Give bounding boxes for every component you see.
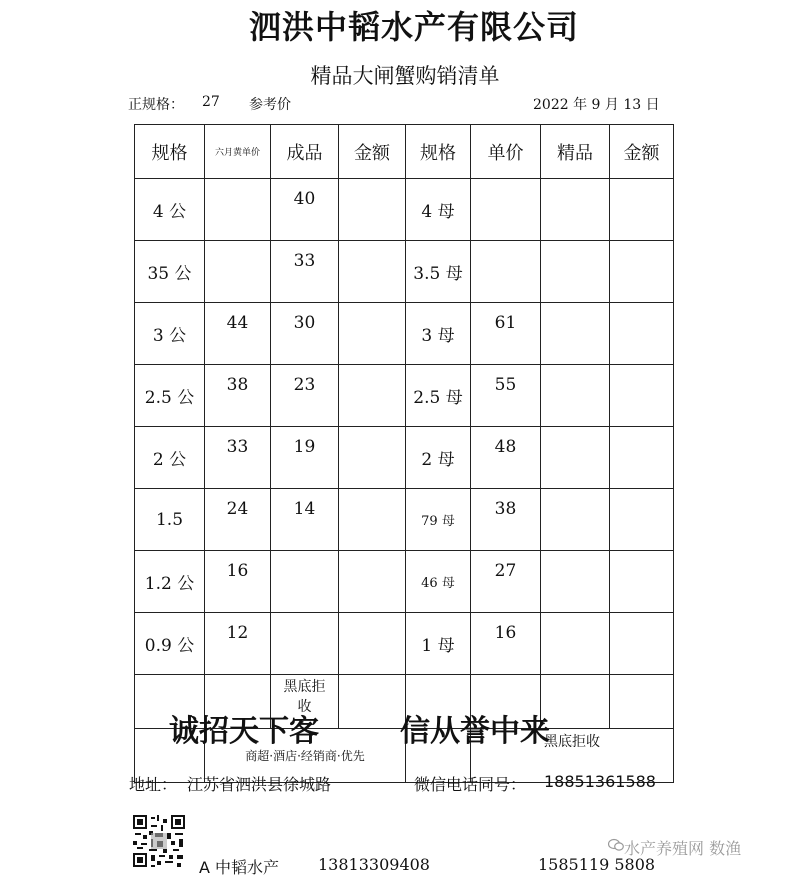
cell: 2 公 — [135, 427, 205, 489]
cell — [541, 365, 610, 427]
company-name: 泗洪中韬水产有限公司 — [248, 8, 579, 46]
cell — [541, 179, 610, 241]
qr-code-icon — [133, 815, 185, 867]
cell — [541, 613, 610, 675]
cell — [339, 427, 406, 489]
cell: 16 — [205, 551, 271, 613]
address-value: 江苏省泗洪县徐城路 — [187, 775, 332, 794]
cell — [541, 551, 610, 613]
slogan-right: 信从誉中来 — [400, 714, 550, 749]
header-premium: 精品 — [541, 125, 610, 179]
header-spec-female: 规格 — [406, 125, 471, 179]
address-label: 地址： — [129, 775, 178, 794]
header-unit-price: 单价 — [471, 125, 541, 179]
footer-phone-2: 1585119 5808 — [538, 855, 656, 874]
footer-phone-1: 13813309408 — [318, 855, 430, 874]
cell — [541, 241, 610, 303]
cell: 61 — [471, 303, 541, 365]
table-row — [135, 489, 674, 551]
cell — [471, 241, 541, 303]
cell: 79 母 — [406, 489, 471, 551]
cell — [339, 489, 406, 551]
cell: 3 母 — [406, 303, 471, 365]
cell: 14 — [271, 489, 339, 551]
table-row — [135, 551, 674, 613]
table-row — [135, 427, 674, 489]
header-amount: 金额 — [339, 125, 406, 179]
cell — [339, 551, 406, 613]
cell: 35 公 — [135, 241, 205, 303]
cell — [610, 427, 674, 489]
cell: 44 — [205, 303, 271, 365]
wechat-phone: 18851361588 — [544, 772, 656, 791]
cell — [541, 427, 610, 489]
cell — [271, 551, 339, 613]
cell: 3.5 母 — [406, 241, 471, 303]
table-row — [135, 303, 674, 365]
watermark-text: 水产养殖网 数渔 — [624, 839, 742, 858]
cell — [610, 613, 674, 675]
black-bottom-reject-note-2: 黑底拒收 — [471, 729, 674, 783]
cell: 38 — [471, 489, 541, 551]
header-amount-2: 金额 — [610, 125, 674, 179]
cell — [610, 551, 674, 613]
cell: 33 — [271, 241, 339, 303]
cell: 2.5 公 — [135, 365, 205, 427]
cell: 4 公 — [135, 179, 205, 241]
cell: 0.9 公 — [135, 613, 205, 675]
cell — [471, 179, 541, 241]
cell: 2.5 母 — [406, 365, 471, 427]
cell: 12 — [205, 613, 271, 675]
footer-company-name: A 中韬水产 — [199, 858, 280, 877]
table-row — [135, 241, 674, 303]
document-subtitle: 精品大闸蟹购销清单 — [310, 64, 500, 88]
table-row — [135, 365, 674, 427]
header-finished: 成品 — [271, 125, 339, 179]
cell — [339, 613, 406, 675]
cell: 4 母 — [406, 179, 471, 241]
cell — [610, 675, 674, 729]
wechat-label: 微信电话同号： — [414, 775, 527, 794]
cell — [541, 489, 610, 551]
cell: 1.2 公 — [135, 551, 205, 613]
cell — [610, 179, 674, 241]
cell — [610, 365, 674, 427]
cell — [205, 179, 271, 241]
document-date: 2022 年 9 月 13 日 — [533, 97, 660, 113]
sales-channels-note: 商超·酒店·经销商·优先 — [205, 729, 406, 783]
cell: 1 母 — [406, 613, 471, 675]
price-table — [134, 124, 674, 783]
cell: 2 母 — [406, 427, 471, 489]
cell — [610, 489, 674, 551]
cell — [339, 179, 406, 241]
cell: 48 — [471, 427, 541, 489]
table-row — [135, 613, 674, 675]
cell: 30 — [271, 303, 339, 365]
watermark-chat-icon — [608, 838, 624, 852]
slogan-left: 诚招天下客 — [169, 714, 319, 749]
table-header-row — [135, 125, 674, 179]
cell — [339, 241, 406, 303]
cell: 40 — [271, 179, 339, 241]
reference-price-label: 参考价 — [249, 97, 291, 113]
table-row — [135, 179, 674, 241]
cell — [271, 613, 339, 675]
cell — [339, 303, 406, 365]
cell: 33 — [205, 427, 271, 489]
cell — [541, 303, 610, 365]
cell: 19 — [271, 427, 339, 489]
spec-value: 27 — [202, 94, 220, 110]
cell: 55 — [471, 365, 541, 427]
spec-label: 正规格： — [128, 97, 184, 113]
cell: 46 母 — [406, 551, 471, 613]
cell: 16 — [471, 613, 541, 675]
cell — [339, 675, 406, 729]
header-june-crab-price: 六月黄单价 — [205, 125, 271, 179]
cell: 1.5 — [135, 489, 205, 551]
cell — [339, 365, 406, 427]
cell: 23 — [271, 365, 339, 427]
cell: 3 公 — [135, 303, 205, 365]
cell — [205, 241, 271, 303]
black-bottom-reject-text: 黑底拒收 — [283, 679, 326, 715]
cell — [610, 303, 674, 365]
cell: 38 — [205, 365, 271, 427]
cell — [610, 241, 674, 303]
cell: 27 — [471, 551, 541, 613]
cell — [541, 675, 610, 729]
cell: 24 — [205, 489, 271, 551]
header-spec: 规格 — [135, 125, 205, 179]
